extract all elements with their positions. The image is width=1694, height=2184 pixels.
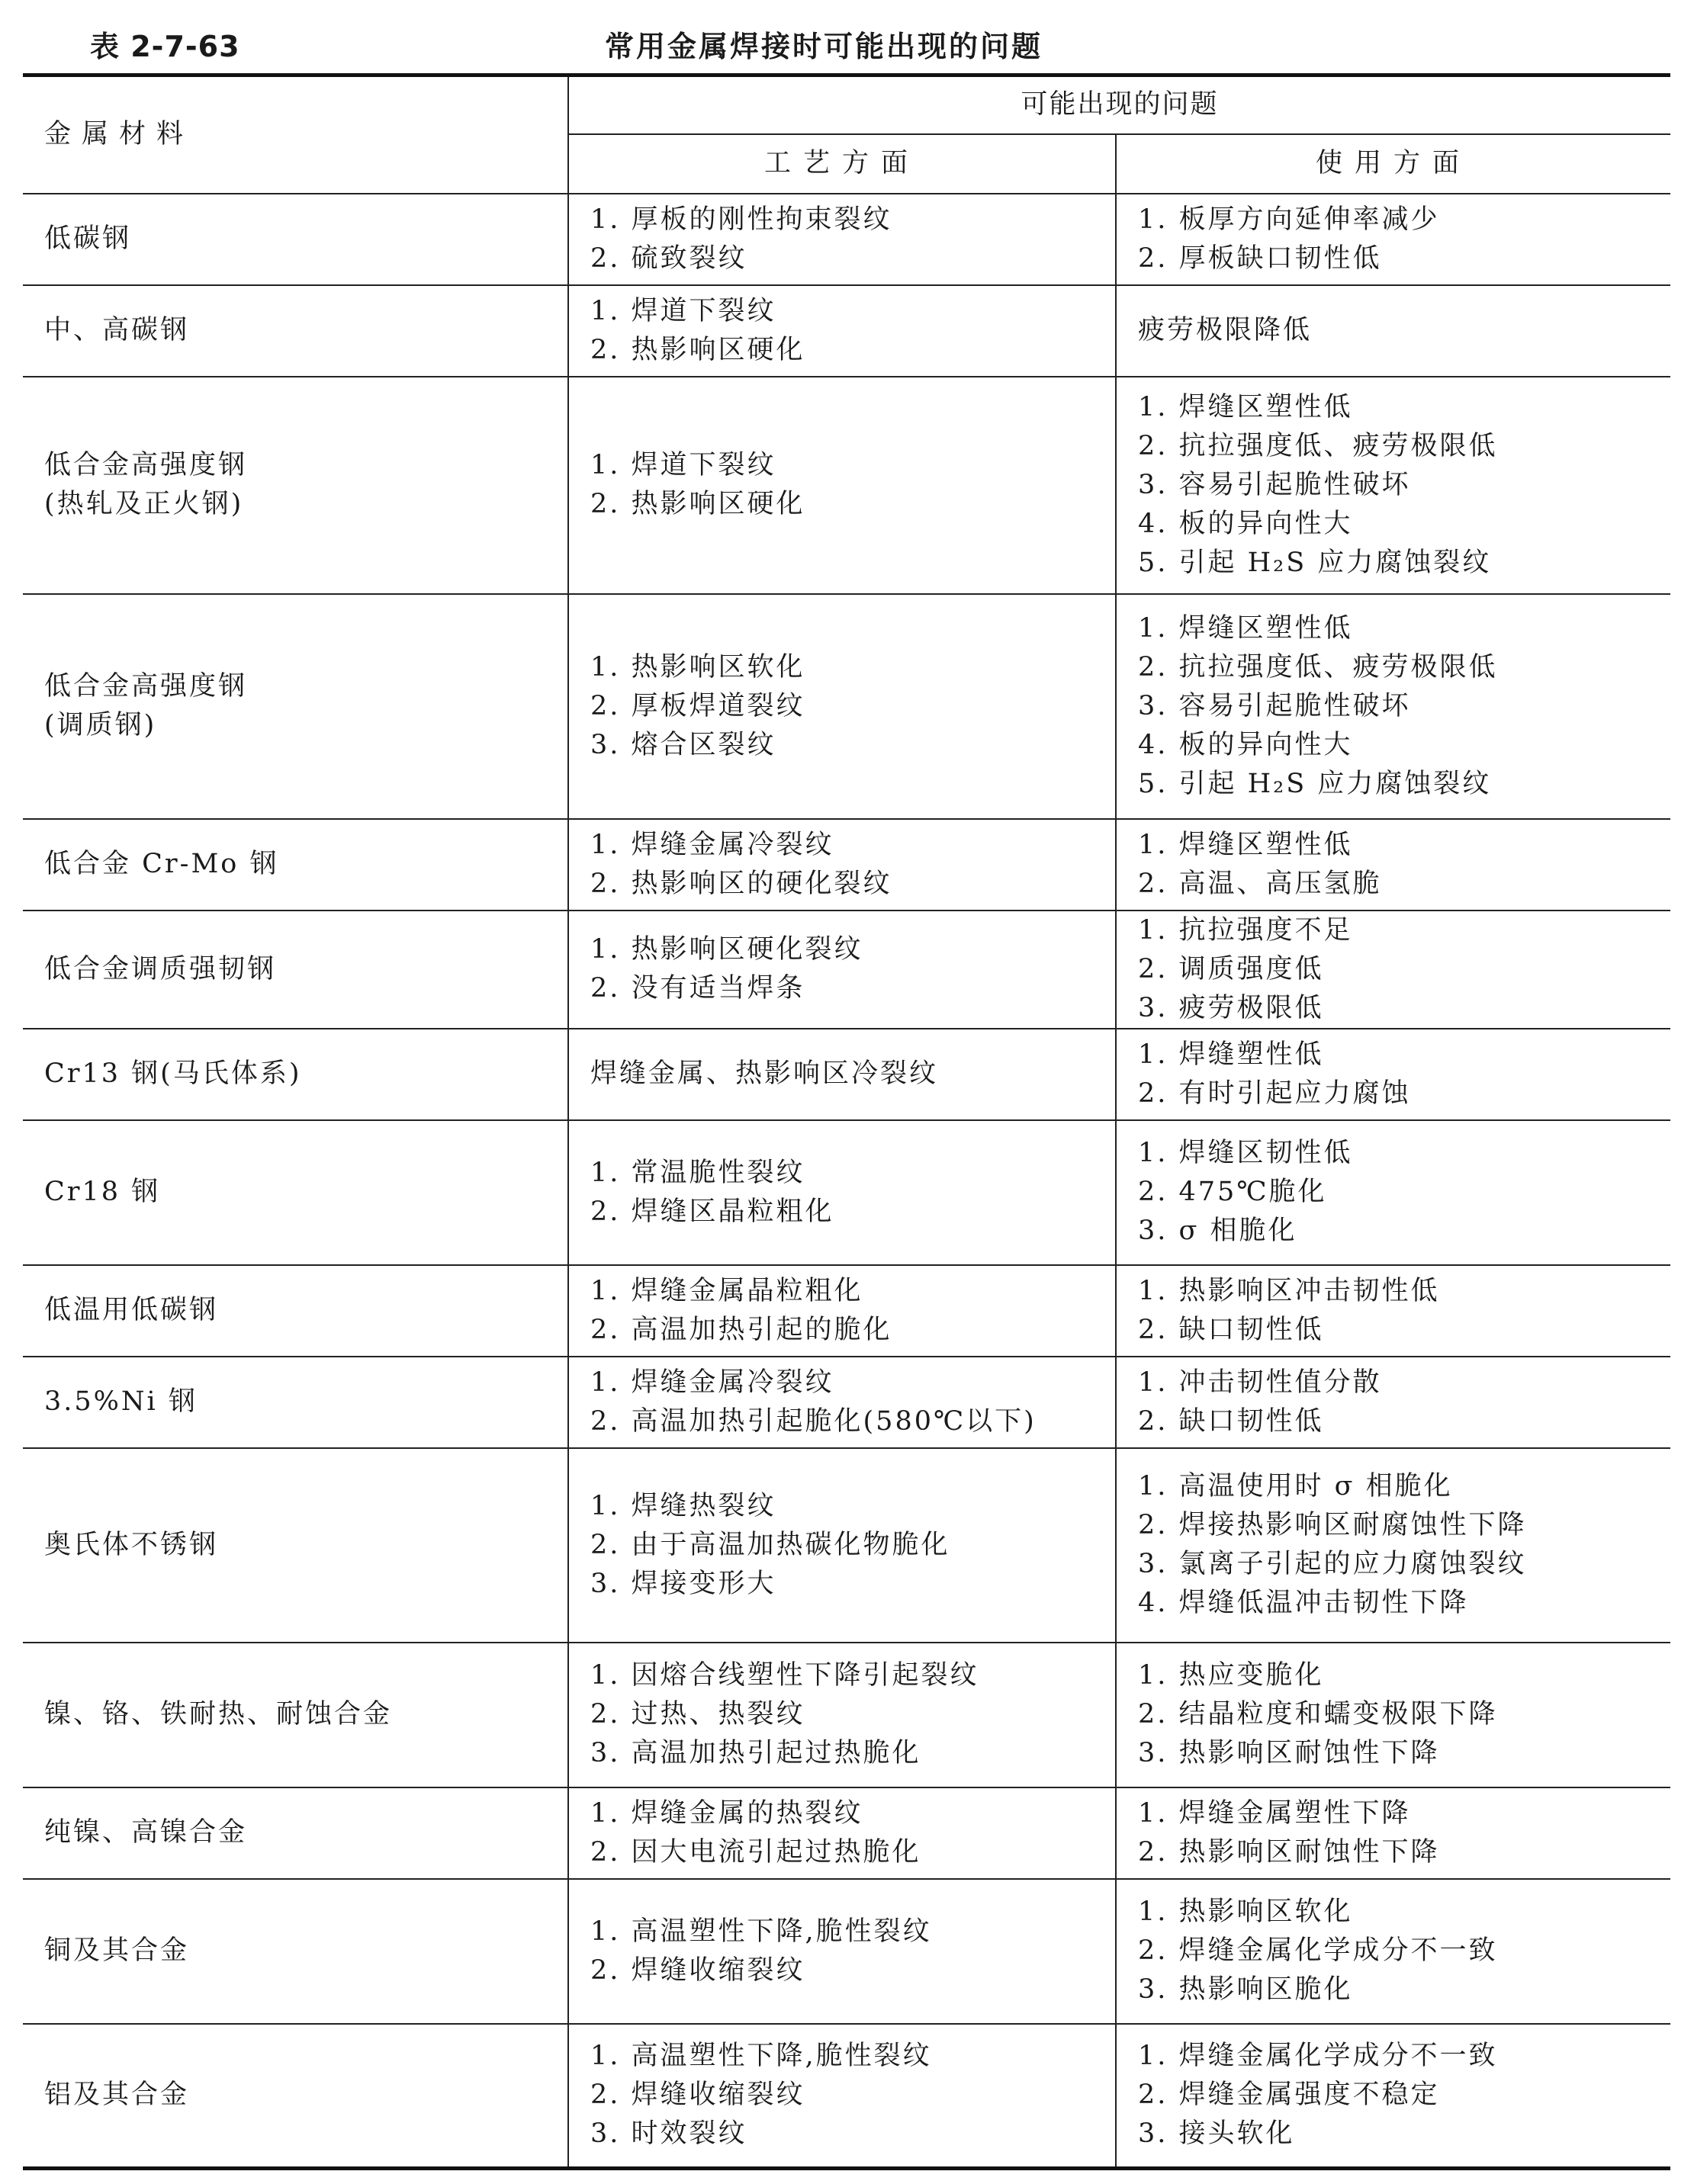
cell-line: 1. 焊缝金属冷裂纹 xyxy=(590,1367,834,1398)
usage-cell xyxy=(1116,2024,1670,2169)
cell-line: 2. 高温加热引起脆化(580℃以下) xyxy=(590,1405,1037,1437)
cell-line: 1. 焊缝金属冷裂纹 xyxy=(590,829,834,860)
cell-line: 4. 板的异向性大 xyxy=(1138,508,1353,539)
table-row xyxy=(23,1120,1670,1265)
process-cell xyxy=(568,1029,1116,1120)
cell-line: 纯镍、高镍合金 xyxy=(44,1817,248,1848)
process-cell xyxy=(568,911,1116,1029)
table-row xyxy=(23,194,1670,285)
cell-line: 铜及其合金 xyxy=(44,1935,190,1966)
cell-line: 2. 没有适当焊条 xyxy=(590,973,805,1004)
table-row xyxy=(23,1029,1670,1120)
cell-line: 1. 焊缝塑性低 xyxy=(1138,1039,1324,1070)
cell-line: 2. 热影响区耐蚀性下降 xyxy=(1138,1836,1440,1868)
cell-line: 1. 常温脆性裂纹 xyxy=(590,1157,805,1188)
cell-line: 2. 焊缝收缩裂纹 xyxy=(590,2080,805,2111)
cell-line: 1. 焊缝区塑性低 xyxy=(1138,829,1353,860)
cell-line: 3. 熔合区裂纹 xyxy=(590,729,776,760)
cell-line: 1. 热影响区软化 xyxy=(1138,1897,1353,1927)
cell-line: 3. 热影响区脆化 xyxy=(1138,1974,1353,2005)
process-cell xyxy=(568,819,1116,911)
material-cell xyxy=(23,194,568,285)
cell-line: 低温用低碳钢 xyxy=(44,1295,219,1325)
material-cell xyxy=(23,285,568,377)
table-row xyxy=(23,1643,1670,1787)
cell-line: Cr18 钢 xyxy=(44,1177,161,1207)
table-row xyxy=(23,1448,1670,1643)
process-cell xyxy=(568,594,1116,819)
usage-cell xyxy=(1116,1120,1670,1265)
cell-line: 1. 热影响区硬化裂纹 xyxy=(590,934,863,965)
cell-line: 奥氏体不锈钢 xyxy=(44,1529,219,1560)
cell-line: 2. 热影响区硬化 xyxy=(590,489,805,519)
cell-line: 3. 焊接变形大 xyxy=(590,1568,776,1599)
material-cell xyxy=(23,594,568,819)
header-possible-problems: 可能出现的问题 xyxy=(568,75,1670,134)
table-number: 表 2-7-63 xyxy=(90,30,240,63)
cell-line: 2. 由于高温加热碳化物脆化 xyxy=(590,1529,950,1560)
usage-cell xyxy=(1116,594,1670,819)
cell-line: Cr13 钢(马氏体系) xyxy=(44,1058,302,1089)
usage-cell xyxy=(1116,377,1670,594)
process-cell xyxy=(568,1643,1116,1787)
table-row xyxy=(23,1787,1670,1879)
usage-cell xyxy=(1116,194,1670,285)
table-row xyxy=(23,819,1670,911)
process-cell xyxy=(568,285,1116,377)
cell-line: 2. 硫致裂纹 xyxy=(590,242,747,274)
cell-line: 2. 抗拉强度低、疲劳极限低 xyxy=(1138,430,1498,461)
cell-line: 1. 焊缝区韧性低 xyxy=(1138,1138,1353,1168)
cell-line: 2. 缺口韧性低 xyxy=(1138,1314,1324,1345)
cell-line: 2. 有时引起应力腐蚀 xyxy=(1138,1078,1411,1109)
table-row xyxy=(23,594,1670,819)
material-cell xyxy=(23,1265,568,1357)
cell-line: 1. 焊缝金属化学成分不一致 xyxy=(1138,2041,1498,2072)
material-cell xyxy=(23,1879,568,2024)
material-cell xyxy=(23,1448,568,1643)
header-usage: 使用方面 xyxy=(1116,134,1670,194)
process-cell xyxy=(568,1879,1116,2024)
material-cell xyxy=(23,1787,568,1879)
cell-line: 1. 高温使用时 σ 相脆化 xyxy=(1138,1471,1453,1502)
cell-line: 1. 冲击韧性值分散 xyxy=(1138,1367,1382,1398)
cell-line: 5. 引起 H₂S 应力腐蚀裂纹 xyxy=(1138,768,1492,799)
process-cell xyxy=(568,1357,1116,1448)
cell-line: 1. 焊缝金属塑性下降 xyxy=(1138,1797,1411,1829)
cell-line: 2. 475℃脆化 xyxy=(1138,1177,1327,1207)
usage-cell xyxy=(1116,285,1670,377)
cell-line: 1. 焊缝区塑性低 xyxy=(1138,391,1353,422)
welding-problems-table xyxy=(23,73,1670,2170)
header-process: 工艺方面 xyxy=(568,134,1116,194)
cell-line: 1. 因熔合线塑性下降引起裂纹 xyxy=(590,1660,979,1691)
table-row xyxy=(23,911,1670,1029)
cell-line: 低合金调质强韧钢 xyxy=(44,953,277,984)
cell-line: 2. 高温加热引起的脆化 xyxy=(590,1314,892,1345)
cell-line: 1. 焊缝金属的热裂纹 xyxy=(590,1797,863,1829)
cell-line: 1. 高温塑性下降,脆性裂纹 xyxy=(590,1916,932,1947)
material-cell xyxy=(23,911,568,1029)
cell-line: 3. 时效裂纹 xyxy=(590,2118,747,2150)
cell-line: 2. 焊缝金属化学成分不一致 xyxy=(1138,1935,1498,1966)
material-cell xyxy=(23,819,568,911)
material-cell xyxy=(23,377,568,594)
process-cell xyxy=(568,1448,1116,1643)
material-cell xyxy=(23,1029,568,1120)
cell-line: 1. 焊缝热裂纹 xyxy=(590,1490,776,1521)
table-title: 常用金属焊接时可能出现的问题 xyxy=(605,30,1043,63)
usage-cell xyxy=(1116,819,1670,911)
table-row xyxy=(23,285,1670,377)
cell-line: 3. 氯离子引起的应力腐蚀裂纹 xyxy=(1138,1549,1527,1579)
cell-line: 铝及其合金 xyxy=(44,2080,190,2111)
cell-line: 1. 焊缝区塑性低 xyxy=(1138,612,1353,644)
process-cell xyxy=(568,2024,1116,2169)
cell-line: 3. 容易引起脆性破坏 xyxy=(1138,469,1411,500)
usage-cell xyxy=(1116,1029,1670,1120)
cell-line: 2. 抗拉强度低、疲劳极限低 xyxy=(1138,651,1498,682)
cell-line: 4. 板的异向性大 xyxy=(1138,729,1353,760)
cell-line: 2. 厚板缺口韧性低 xyxy=(1138,242,1382,274)
header-material: 金属材料 xyxy=(23,75,568,194)
material-cell xyxy=(23,1120,568,1265)
process-cell xyxy=(568,1787,1116,1879)
cell-line: 2. 过热、热裂纹 xyxy=(590,1699,805,1730)
cell-line: 1. 抗拉强度不足 xyxy=(1138,914,1353,946)
table-row xyxy=(23,1879,1670,2024)
cell-line: 1. 焊道下裂纹 xyxy=(590,450,776,480)
cell-line: 5. 引起 H₂S 应力腐蚀裂纹 xyxy=(1138,547,1492,578)
usage-cell xyxy=(1116,1448,1670,1643)
cell-line: 2. 高温、高压氢脆 xyxy=(1138,868,1382,899)
cell-line: 2. 焊接热影响区耐腐蚀性下降 xyxy=(1138,1510,1527,1540)
usage-cell xyxy=(1116,1643,1670,1787)
table-row xyxy=(23,1265,1670,1357)
cell-line: 2. 结晶粒度和蠕变极限下降 xyxy=(1138,1699,1498,1730)
cell-line: 2. 焊缝收缩裂纹 xyxy=(590,1954,805,1986)
cell-line: 低合金高强度钢 xyxy=(44,671,248,702)
cell-line: 1. 热影响区软化 xyxy=(590,651,805,682)
cell-line: 2. 热影响区的硬化裂纹 xyxy=(590,868,892,899)
cell-line: 低碳钢 xyxy=(44,223,132,254)
usage-cell xyxy=(1116,911,1670,1029)
cell-line: 1. 热影响区冲击韧性低 xyxy=(1138,1275,1440,1306)
cell-line: 2. 调质强度低 xyxy=(1138,953,1324,984)
cell-line: 疲劳极限降低 xyxy=(1138,315,1313,345)
usage-cell xyxy=(1116,1787,1670,1879)
process-cell xyxy=(568,194,1116,285)
cell-line: 1. 焊道下裂纹 xyxy=(590,295,776,326)
cell-line: 3. 疲劳极限低 xyxy=(1138,992,1324,1023)
process-cell xyxy=(568,1265,1116,1357)
cell-line: 3. 高温加热引起过热脆化 xyxy=(590,1738,921,1768)
usage-cell xyxy=(1116,1357,1670,1448)
material-cell xyxy=(23,1643,568,1787)
usage-cell xyxy=(1116,1265,1670,1357)
cell-line: (热轧及正火钢) xyxy=(44,489,244,519)
cell-line: 3. 容易引起脆性破坏 xyxy=(1138,690,1411,721)
usage-cell xyxy=(1116,1879,1670,2024)
material-cell xyxy=(23,2024,568,2169)
cell-line: 1. 厚板的刚性拘束裂纹 xyxy=(590,204,892,235)
cell-line: 1. 热应变脆化 xyxy=(1138,1660,1324,1691)
cell-line: 2. 焊缝区晶粒粗化 xyxy=(590,1196,834,1227)
material-cell xyxy=(23,1357,568,1448)
cell-line: 中、高碳钢 xyxy=(44,315,190,345)
cell-line: 2. 因大电流引起过热脆化 xyxy=(590,1836,921,1868)
cell-line: 3.5%Ni 钢 xyxy=(44,1386,198,1417)
cell-line: 3. 热影响区耐蚀性下降 xyxy=(1138,1738,1440,1768)
cell-line: 1. 高温塑性下降,脆性裂纹 xyxy=(590,2041,932,2072)
process-cell xyxy=(568,377,1116,594)
cell-line: 2. 焊缝金属强度不稳定 xyxy=(1138,2080,1440,2111)
table-row xyxy=(23,2024,1670,2169)
cell-line: 2. 缺口韧性低 xyxy=(1138,1405,1324,1437)
cell-line: 镍、铬、铁耐热、耐蚀合金 xyxy=(44,1699,393,1730)
cell-line: 3. σ 相脆化 xyxy=(1138,1216,1297,1246)
table-caption xyxy=(90,23,1670,64)
cell-line: 焊缝金属、热影响区冷裂纹 xyxy=(590,1058,939,1089)
cell-line: 1. 板厚方向延伸率减少 xyxy=(1138,204,1440,235)
cell-line: 2. 厚板焊道裂纹 xyxy=(590,690,805,721)
cell-line: 4. 焊缝低温冲击韧性下降 xyxy=(1138,1588,1469,1618)
cell-line: 2. 热影响区硬化 xyxy=(590,334,805,365)
table-row xyxy=(23,377,1670,594)
cell-line: 3. 接头软化 xyxy=(1138,2118,1295,2150)
process-cell xyxy=(568,1120,1116,1265)
cell-line: 低合金高强度钢 xyxy=(44,450,248,480)
cell-line: 1. 焊缝金属晶粒粗化 xyxy=(590,1275,863,1306)
cell-line: 低合金 Cr-Mo 钢 xyxy=(44,849,279,879)
cell-line: (调质钢) xyxy=(44,710,157,740)
table-row xyxy=(23,1357,1670,1448)
